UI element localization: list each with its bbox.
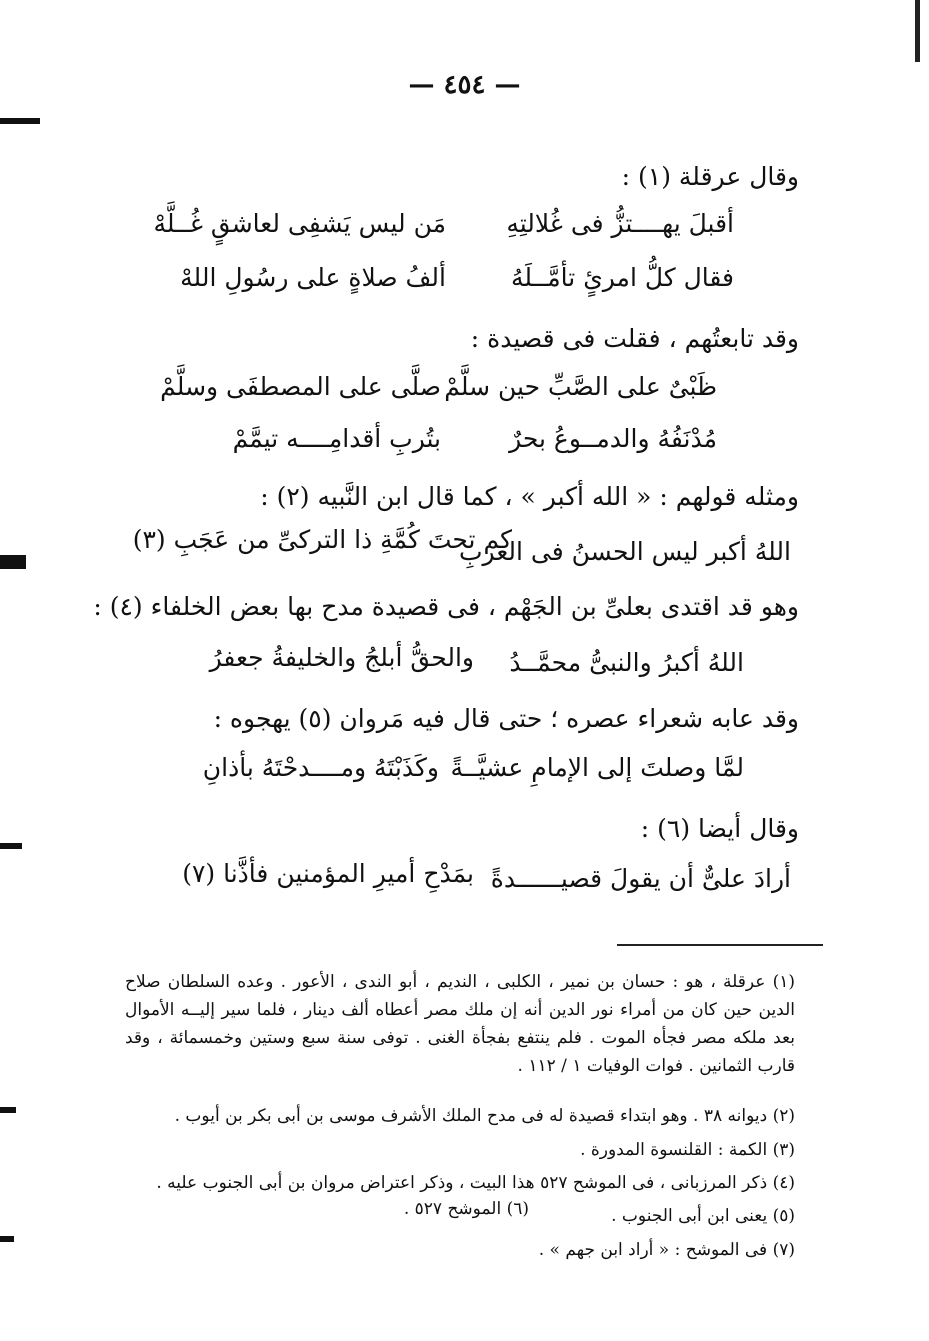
page-number: — ٤٥٤ — <box>408 70 521 100</box>
verse-first-hemistich: اللهُ أكبر ليس الحسنُ فى العربِ <box>459 537 791 566</box>
margin-mark <box>0 118 40 124</box>
footnote-6: (٦) الموشح ٥٢٧ . <box>403 1199 529 1219</box>
prose-line: وقد عابه شعراء عصره ؛ حتى قال فيه مَروان (٥) يهجوه : <box>213 704 799 733</box>
verse-second-hemistich: صلَّى على المصطفَى وسلَّمْ <box>160 372 441 401</box>
margin-mark <box>0 1107 16 1113</box>
verse-second-hemistich: والحقُّ أبلجُ والخليفةُ جعفرُ <box>209 643 474 672</box>
verse-second-hemistich: ألفُ صلاةٍ على رسُولِ اللهْ <box>180 263 446 292</box>
verse-first-hemistich: فقال كلُّ امرئٍ تأمَّــلَهُ <box>510 263 734 292</box>
margin-mark <box>0 555 26 569</box>
prose-line: وقد تابعتُهم ، فقلت فى قصيدة : <box>470 324 799 353</box>
footnote-2: (٢) ديوانه ٣٨ . وهو ابتداء قصيدة له فى مدح الملك الأشرف موسى بن أبى بكر بن أيوب . <box>174 1106 795 1126</box>
verse-first-hemistich: أقبلَ يهــــتزُّ فى غُلالتِهِ <box>506 209 734 238</box>
footnote-1: (١) عرقلة ، هو : حسان بن نمير ، الكلبى ، النديم ، أبو الندى ، الأعور . وعده السلطان صلاح الدين حين كان من أمراء نور الدين أنه إن ملك مصر أعطاه ألف دينار ، فلما سير إليــه الأموال بعد ملكه مصر فجأه الموت . فلم ينتفع بفجأة الغنى . توفى سنة سبع وستين وخمسمائة ، وقد قارب الثمانين . فوات الوفيات ١ / ١١٢ . <box>125 972 795 1076</box>
prose-line: وقال أيضا (٦) : <box>640 814 799 843</box>
margin-mark <box>0 1236 14 1242</box>
margin-mark <box>0 843 22 849</box>
footnote-3: (٣) الكمة : القلنسوة المدورة . <box>580 1140 795 1160</box>
footnote-5: (٥) يعنى ابن أبى الجنوب . <box>611 1206 795 1226</box>
verse-second-hemistich: بمَدْحِ أميرِ المؤمنين فأذَّنا (٧) <box>182 859 474 888</box>
verse-first-hemistich: اللهُ أكبرُ والنبىُّ محمَّــدُ <box>509 648 744 677</box>
verse-second-hemistich: بتُربِ أقدامِــــه تيمَّمْ <box>232 424 441 453</box>
verse-second-hemistich: كم تحتَ كُمَّةِ ذا التركىِّ من عَجَبِ (٣) <box>132 525 512 554</box>
verse-first-hemistich: لمَّا وصلتَ إلى الإمامِ عشيَّــةً <box>450 753 744 782</box>
verse-second-hemistich: مَن ليس يَشفِى لعاشقٍ غُــلَّهْ <box>153 209 446 238</box>
footnote-4: (٤) ذكر المرزبانى ، فى الموشح ٥٢٧ هذا البيت ، وذكر اعتراض مروان بن أبى الجنوب عليه . <box>156 1173 795 1193</box>
prose-line: ومثله قولهم : « الله أكبر » ، كما قال ابن النَّبيه (٢) : <box>260 482 799 511</box>
verse-second-hemistich: وكَذَبْتَهُ ومــــدحْتَهُ بأذانِ <box>202 753 439 782</box>
footnote-7: (٧) فى الموشح : « أراد ابن جهم » . <box>538 1240 795 1260</box>
verse-first-hemistich: أرادَ علىٌّ أن يقولَ قصيــــــدةً <box>490 864 791 893</box>
prose-line: وقال عرقلة (١) : <box>621 162 799 191</box>
verse-first-hemistich: مُدْنَفُهُ والدمــوعُ بحرٌ <box>509 424 717 453</box>
prose-line: وهو قد اقتدى بعلىِّ بن الجَهْم ، فى قصيدة مدح بها بعض الخلفاء (٤) : <box>93 592 799 621</box>
page-edge-rule <box>915 0 920 62</box>
footnote-separator <box>617 944 823 946</box>
verse-first-hemistich: ظَبْىٌ على الصَّبِّ حين سلَّمْ <box>444 372 717 401</box>
